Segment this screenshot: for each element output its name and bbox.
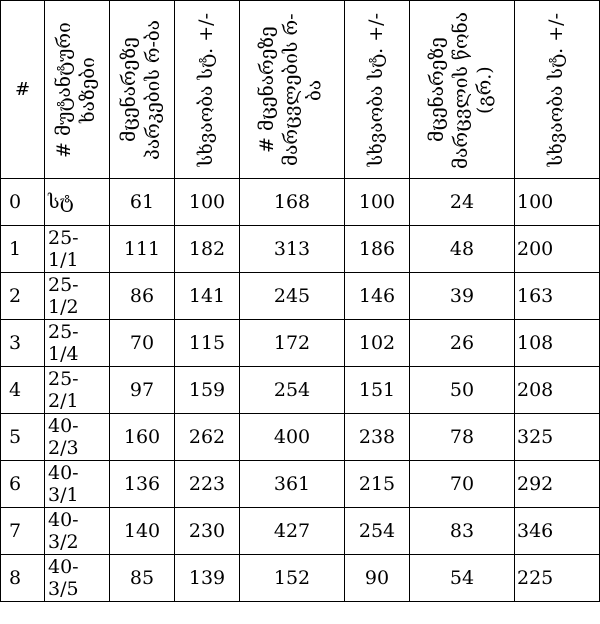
- pods-diff-cell: 262: [175, 414, 240, 461]
- index-cell: 1: [1, 226, 45, 273]
- table-body: [1, 179, 600, 602]
- index-cell: 5: [1, 414, 45, 461]
- seeds-cell: 427: [240, 508, 345, 555]
- weight-diff-cell: 225: [515, 555, 600, 602]
- seeds-diff-cell: 186: [345, 226, 410, 273]
- weight-diff-cell: 200: [515, 226, 600, 273]
- table-row: [1, 508, 600, 555]
- header-cell-weight-diff: სხვაობა სტ. +/-: [515, 1, 600, 179]
- pods-cell: 97: [110, 367, 175, 414]
- weight-diff-cell: 346: [515, 508, 600, 555]
- pods-cell: 70: [110, 320, 175, 367]
- index-cell: 2: [1, 273, 45, 320]
- seeds-cell: 152: [240, 555, 345, 602]
- seeds-diff-cell: 100: [345, 179, 410, 226]
- line-cell: 40-2/3: [45, 414, 110, 461]
- pods-diff-cell: 223: [175, 461, 240, 508]
- line-cell: 25-1/1: [45, 226, 110, 273]
- index-cell: 0: [1, 179, 45, 226]
- weight-cell: 83: [410, 508, 515, 555]
- seeds-diff-cell: 90: [345, 555, 410, 602]
- weight-cell: 50: [410, 367, 515, 414]
- index-cell: 6: [1, 461, 45, 508]
- table-row: [1, 367, 600, 414]
- pods-cell: 111: [110, 226, 175, 273]
- weight-diff-cell: 292: [515, 461, 600, 508]
- seeds-cell: 254: [240, 367, 345, 414]
- seeds-diff-cell: 151: [345, 367, 410, 414]
- weight-cell: 78: [410, 414, 515, 461]
- pods-cell: 85: [110, 555, 175, 602]
- index-cell: 8: [1, 555, 45, 602]
- seeds-cell: 313: [240, 226, 345, 273]
- line-cell: 40-3/2: [45, 508, 110, 555]
- table-row: [1, 414, 600, 461]
- table-row: [1, 226, 600, 273]
- table-row: [1, 555, 600, 602]
- pods-cell: 61: [110, 179, 175, 226]
- index-cell: 3: [1, 320, 45, 367]
- weight-cell: 26: [410, 320, 515, 367]
- seeds-cell: 168: [240, 179, 345, 226]
- weight-cell: 48: [410, 226, 515, 273]
- index-cell: 7: [1, 508, 45, 555]
- pods-cell: 86: [110, 273, 175, 320]
- table-row: [1, 461, 600, 508]
- table-row: [1, 179, 600, 226]
- seeds-cell: 172: [240, 320, 345, 367]
- header-cell-weight: მცენარეზე მარცვლის წონა (გრ.): [410, 1, 515, 179]
- header-cell-line: # მუტანტური ხაზები: [45, 1, 110, 179]
- pods-diff-cell: 159: [175, 367, 240, 414]
- line-cell: სტ: [45, 179, 110, 226]
- pods-cell: 136: [110, 461, 175, 508]
- seeds-diff-cell: 102: [345, 320, 410, 367]
- line-cell: 40-3/1: [45, 461, 110, 508]
- weight-diff-cell: 208: [515, 367, 600, 414]
- table-row: [1, 273, 600, 320]
- seeds-diff-cell: 238: [345, 414, 410, 461]
- pods-diff-cell: 141: [175, 273, 240, 320]
- weight-diff-cell: 163: [515, 273, 600, 320]
- line-cell: 25-2/1: [45, 367, 110, 414]
- pods-diff-cell: 230: [175, 508, 240, 555]
- pods-cell: 160: [110, 414, 175, 461]
- pods-diff-cell: 182: [175, 226, 240, 273]
- pods-diff-cell: 115: [175, 320, 240, 367]
- header-cell-index: #: [1, 1, 45, 179]
- line-cell: 40-3/5: [45, 555, 110, 602]
- weight-cell: 70: [410, 461, 515, 508]
- header-cell-pods-diff: სხვაობა სტ. +/-: [175, 1, 240, 179]
- header-cell-pods: მცენარეზე პარკების რ-ბა: [110, 1, 175, 179]
- weight-diff-cell: 325: [515, 414, 600, 461]
- table-row: [1, 320, 600, 367]
- weight-diff-cell: 108: [515, 320, 600, 367]
- header-cell-seeds-diff: სხვაობა სტ. +/-: [345, 1, 410, 179]
- seeds-cell: 245: [240, 273, 345, 320]
- seeds-cell: 400: [240, 414, 345, 461]
- line-cell: 25-1/4: [45, 320, 110, 367]
- header-row: [1, 1, 600, 179]
- pods-diff-cell: 100: [175, 179, 240, 226]
- index-cell: 4: [1, 367, 45, 414]
- weight-cell: 24: [410, 179, 515, 226]
- weight-cell: 54: [410, 555, 515, 602]
- weight-cell: 39: [410, 273, 515, 320]
- pods-diff-cell: 139: [175, 555, 240, 602]
- seeds-diff-cell: 146: [345, 273, 410, 320]
- line-cell: 25-1/2: [45, 273, 110, 320]
- seeds-diff-cell: 254: [345, 508, 410, 555]
- weight-diff-cell: 100: [515, 179, 600, 226]
- pods-cell: 140: [110, 508, 175, 555]
- header-cell-seeds: # მცენარეზე მარცვლების რ-ბა: [240, 1, 345, 179]
- seeds-cell: 361: [240, 461, 345, 508]
- seeds-diff-cell: 215: [345, 461, 410, 508]
